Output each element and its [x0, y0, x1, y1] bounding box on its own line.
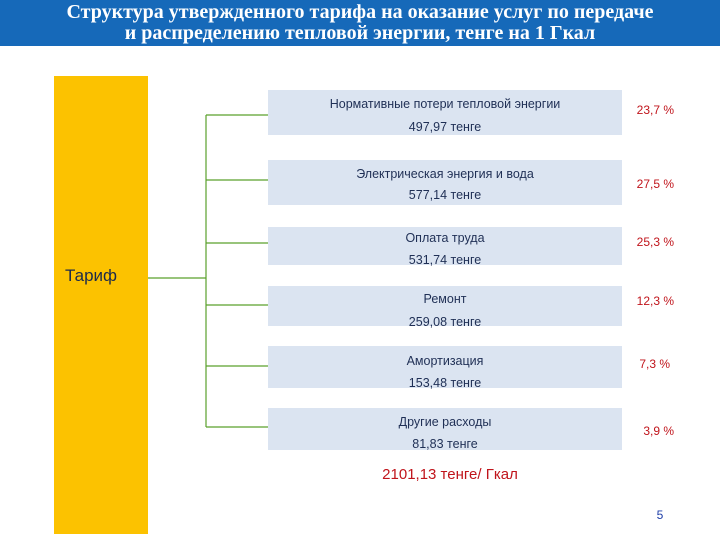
item-name-electricity-water: Электрическая энергия и вода [356, 167, 534, 181]
item-value-heat-losses: 497,97 тенге [408, 120, 482, 134]
slide-title [0, 0, 720, 46]
tariff-bar [54, 76, 148, 534]
slide-title-line-1: Структура утвержденного тарифа на оказание услуг по передаче [66, 1, 654, 23]
item-name-labor: Оплата труда [405, 231, 485, 245]
tree-connector [148, 0, 278, 460]
total-tariff: 2101,13 тенге/ Гкал [382, 466, 518, 483]
tariff-label: Тариф [65, 266, 118, 285]
page-number: 5 [656, 508, 664, 522]
item-percent-heat-losses: 23,7 % [636, 103, 674, 117]
item-value-labor: 531,74 тенге [408, 253, 482, 267]
item-name-depreciation: Амортизация [406, 354, 484, 368]
item-percent-other-expenses: 3,9 % [643, 424, 674, 438]
item-percent-repair: 12,3 % [636, 294, 674, 308]
item-percent-electricity-water: 27,5 % [636, 177, 674, 191]
slide-title-line-2: и распределению тепловой энергии, тенге на 1 Гкал [124, 22, 596, 44]
item-percent-depreciation: 7,3 % [639, 357, 670, 371]
item-value-depreciation: 153,48 тенге [408, 376, 482, 390]
item-value-repair: 259,08 тенге [408, 315, 482, 329]
item-name-repair: Ремонт [423, 292, 467, 306]
item-value-electricity-water: 577,14 тенге [408, 188, 482, 202]
item-name-heat-losses: Нормативные потери тепловой энергии [329, 97, 561, 111]
item-name-other-expenses: Другие расходы [398, 415, 492, 429]
item-value-other-expenses: 81,83 тенге [412, 437, 478, 451]
item-percent-labor: 25,3 % [636, 235, 674, 249]
